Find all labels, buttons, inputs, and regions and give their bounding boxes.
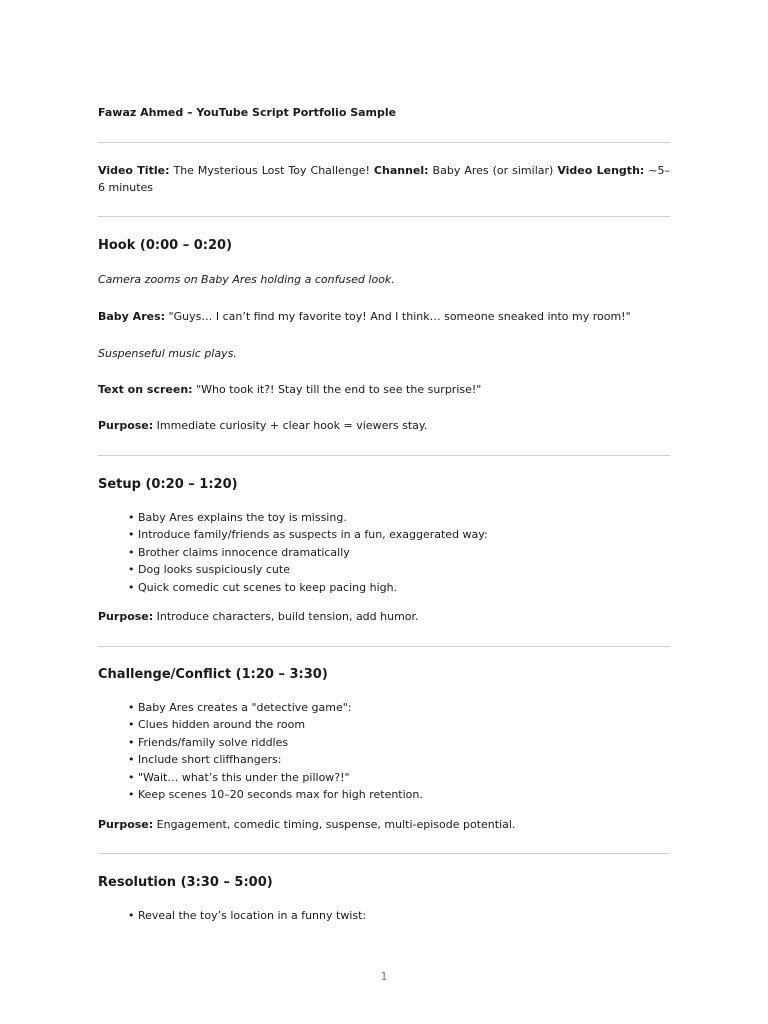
list-item: • Quick comedic cut scenes to keep pacing high. (128, 579, 488, 596)
list-item: • Keep scenes 10–20 seconds max for high retention. (128, 786, 423, 803)
resolution-list (128, 907, 366, 924)
challenge-purpose (98, 816, 515, 833)
hook-purpose (98, 417, 427, 434)
document-title: Fawaz Ahmed – YouTube Script Portfolio Sample (98, 106, 397, 119)
list-item: • "Wait… what’s this under the pillow?!" (128, 769, 423, 786)
setup-purpose (98, 608, 419, 625)
challenge-list (128, 699, 423, 803)
video-metadata (98, 162, 670, 196)
list-item: • Dog looks suspiciously cute (128, 561, 488, 578)
purpose-label: Purpose: (98, 610, 154, 623)
camera-direction: Camera zooms on Baby Ares holding a confused look. (98, 273, 395, 286)
section-heading-resolution: Resolution (3:30 – 5:00) (98, 875, 273, 890)
list-item: • Friends/family solve riddles (128, 734, 423, 751)
dialogue-text: "Guys… I can’t find my favorite toy! And I think… someone sneaked into my room!" (168, 310, 631, 323)
divider (98, 853, 670, 854)
purpose-text: Immediate curiosity + clear hook = viewers stay. (156, 419, 428, 432)
list-item: • Reveal the toy’s location in a funny twist: (128, 907, 366, 924)
purpose-label: Purpose: (98, 419, 154, 432)
setup-list (128, 509, 488, 596)
video-title-label: Video Title: (98, 164, 170, 177)
divider (98, 216, 670, 217)
dialogue-line (98, 308, 631, 325)
purpose-text: Introduce characters, build tension, add humor. (156, 610, 419, 623)
purpose-label: Purpose: (98, 818, 154, 831)
divider (98, 142, 670, 143)
divider (98, 646, 670, 647)
list-item: • Baby Ares explains the toy is missing. (128, 509, 488, 526)
video-title-value: The Mysterious Lost Toy Challenge! (173, 164, 370, 177)
list-item: • Include short cliffhangers: (128, 751, 423, 768)
channel-value: Baby Ares (or similar) (432, 164, 554, 177)
page-number: 1 (380, 970, 388, 983)
section-heading-setup: Setup (0:20 – 1:20) (98, 477, 238, 492)
channel-label: Channel: (373, 164, 429, 177)
list-item: • Brother claims innocence dramatically (128, 544, 488, 561)
list-item: • Baby Ares creates a "detective game": (128, 699, 423, 716)
list-item: • Introduce family/friends as suspects in a fun, exaggerated way: (128, 526, 488, 543)
section-heading-hook: Hook (0:00 – 0:20) (98, 238, 233, 253)
video-length-value: ~5–6 minutes (98, 164, 671, 194)
divider (98, 455, 670, 456)
dialogue-speaker: Baby Ares: (98, 310, 166, 323)
screen-text-label: Text on screen: (98, 383, 193, 396)
video-length-label: Video Length: (557, 164, 645, 177)
list-item: • Clues hidden around the room (128, 716, 423, 733)
screen-text-line (98, 381, 481, 398)
screen-text-value: "Who took it?! Stay till the end to see the surprise!" (196, 383, 482, 396)
section-heading-challenge: Challenge/Conflict (1:20 – 3:30) (98, 667, 328, 682)
music-direction: Suspenseful music plays. (98, 347, 237, 360)
purpose-text: Engagement, comedic timing, suspense, multi-episode potential. (156, 818, 516, 831)
